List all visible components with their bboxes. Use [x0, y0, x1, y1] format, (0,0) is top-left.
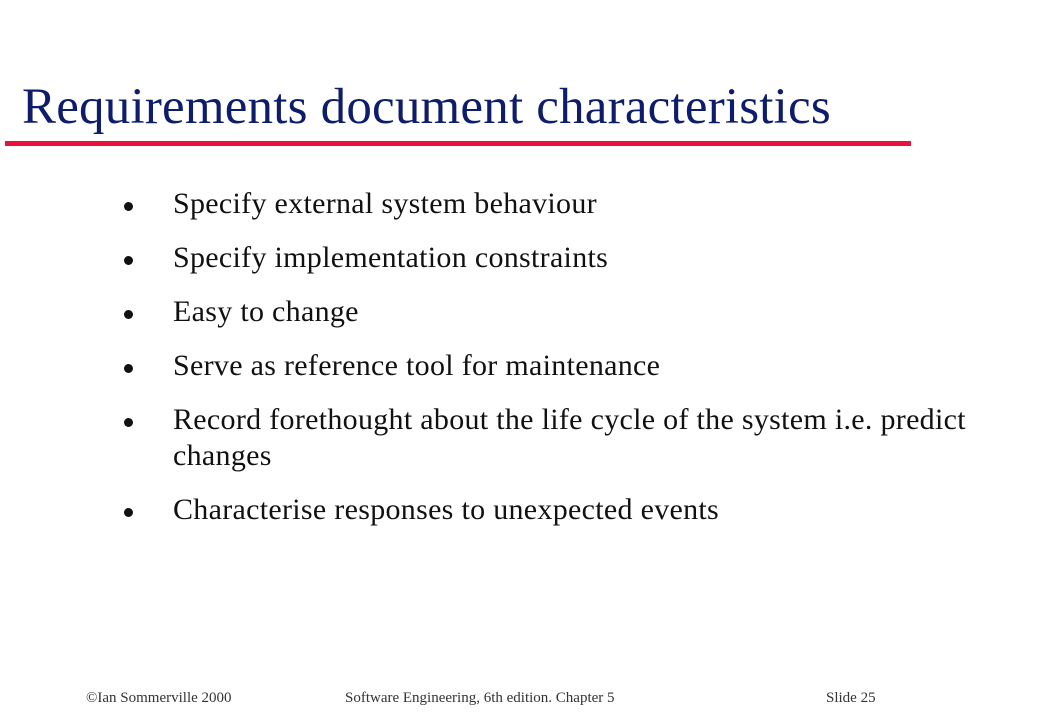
bullet-text: Specify implementation constraints [173, 241, 609, 274]
bullet-item [120, 492, 1000, 528]
bullet-dot-icon [124, 364, 133, 373]
bullet-item [120, 402, 1000, 474]
footer-slide-number: Slide 25 [826, 690, 876, 706]
bullet-dot-icon [124, 508, 133, 517]
bullet-item [120, 348, 1000, 384]
title-underline [5, 141, 911, 146]
bullet-text: Easy to change [173, 295, 359, 328]
bullet-text: Record forethought about the life cycle of the system i.e. predict changes [173, 403, 966, 472]
bullet-dot-icon [124, 256, 133, 265]
bullet-dot-icon [124, 310, 133, 319]
bullet-item [120, 186, 1000, 222]
bullet-list [120, 186, 1000, 546]
footer-book-title: Software Engineering, 6th edition. Chapter 5 [345, 690, 615, 706]
bullet-text: Characterise responses to unexpected events [173, 493, 720, 526]
bullet-dot-icon [124, 418, 133, 427]
bullet-text: Specify external system behaviour [173, 187, 597, 220]
bullet-item [120, 240, 1000, 276]
bullet-item [120, 294, 1000, 330]
footer-copyright: ©Ian Sommerville 2000 [86, 690, 232, 706]
bullet-text: Serve as reference tool for maintenance [173, 349, 661, 382]
bullet-dot-icon [124, 202, 133, 211]
slide-title: Requirements document characteristics [22, 79, 831, 135]
